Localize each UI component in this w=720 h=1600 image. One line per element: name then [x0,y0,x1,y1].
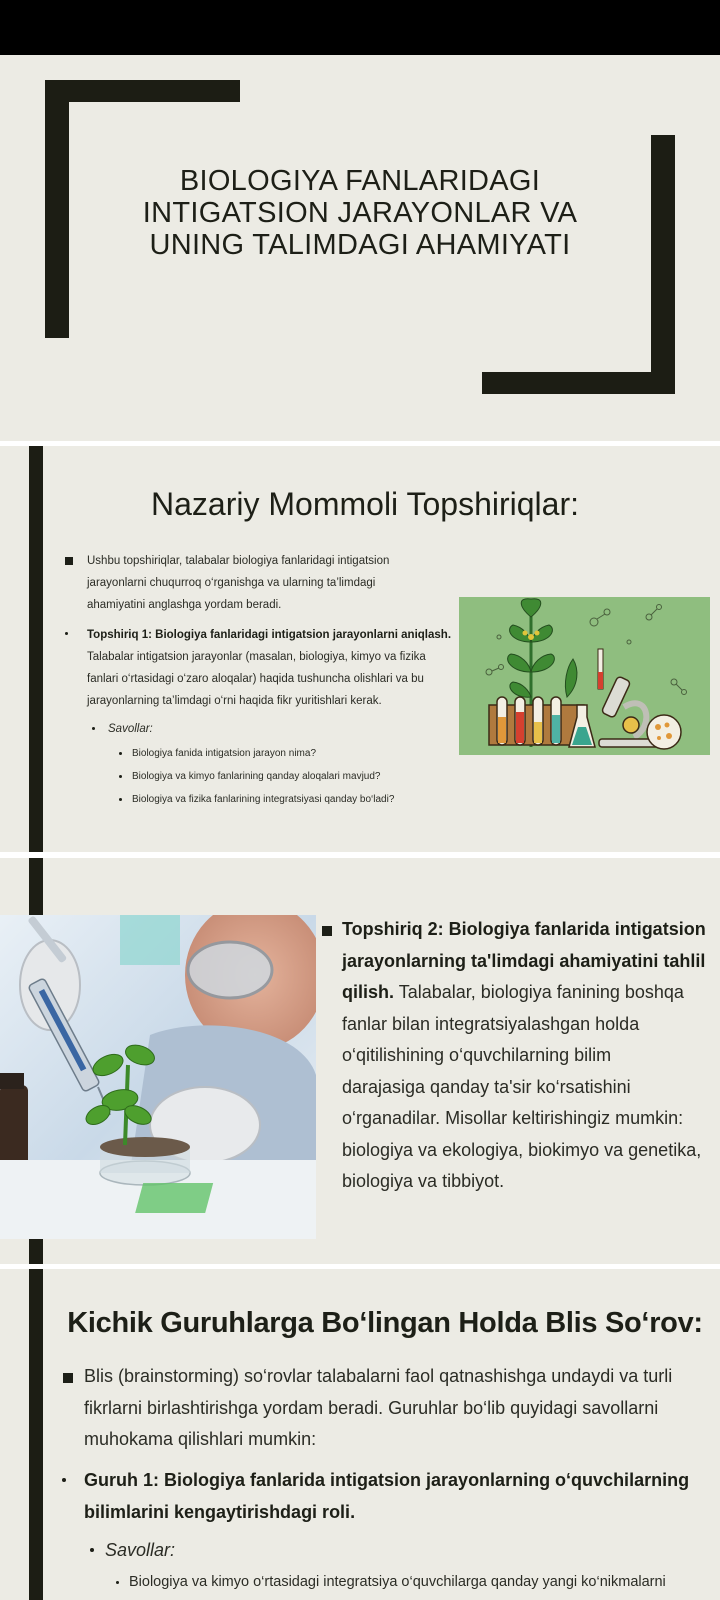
intro-line: ahamiyatini anglashga yordam beradi. [87,599,282,611]
title-line: INTIGATSION JARAYONLAR VA [142,197,578,229]
slide-1-title[interactable] [0,55,720,441]
slide-heading: Kichik Guruhlarga Bo‘lingan Holda Blis So‘rov: [67,1307,703,1339]
intro-line: jarayonlarni chuqurroq o‘rganishga va ularning ta’limdagi [87,577,376,589]
task-2-line: biologiya va tibbiyot. [342,1171,505,1191]
group-1-line: Guruh 1: Biologiya fanlarida intigatsion jarayonlarning o‘quvchilarning [84,1470,690,1490]
task-1-line: fanlari o‘rtasidagi o‘zaro aloqalar) haqida tushuncha olishlari va bu [87,673,424,685]
task-2-line: fanlar bilan integratsiyalashgan holda [342,1013,640,1034]
scientist-seedling-photo-icon [0,915,316,1239]
task-1-line: Talabalar intigatsion jarayonlar (masalan, biologiya, kimyo va fizika [87,651,426,663]
bullet-dot [116,1581,119,1584]
bracket-bottom-right-vertical [651,135,675,394]
question-item: Biologiya va kimyo fanlarining qanday aloqalari mavjud? [132,771,381,782]
lab-plant-illustration-icon [459,597,710,755]
task-2-line: o‘qitilishining o‘quvchilarning bilim [342,1045,612,1065]
accent-vertical-bar [29,446,43,852]
square-bullet [63,1373,73,1383]
presentation-title [120,165,600,261]
task-2-line: biologiya va ekologiya, biokimyo va genetika, [342,1139,702,1160]
square-bullet [322,926,332,936]
intro-paragraph [84,1361,714,1456]
bracket-top-left-vertical [45,80,69,338]
slide-2-theory-tasks[interactable] [0,446,720,852]
accent-vertical-bar [29,1269,43,1600]
bullet-dot [92,727,95,730]
group-1-line: bilimlarini kengaytirishdagi roli. [84,1501,356,1522]
bullet-dot [90,1548,94,1552]
questions-label: Savollar: [105,1540,176,1560]
bracket-bottom-right-horizontal [482,372,675,394]
intro-line: muhokama qilishlari mumkin: [84,1429,317,1449]
intro-line: fikrlarni birlashtirishga yordam beradi. Guruhlar bo‘lib quyidagi savollarni [84,1397,659,1418]
bracket-top-left-horizontal [45,80,240,102]
bullet-dot [62,1478,66,1482]
top-black-bar [0,0,720,55]
task-2-title-line: jarayonlarning ta'limdagi ahamiyatini tahlil [342,950,706,971]
task-2-title-line: Topshiriq 2: Biologiya fanlarida intigatsion [342,919,706,939]
slide-heading: Nazariy Mommoli Topshiriqlar: [151,486,579,522]
intro-line: Ushbu topshiriqlar, talabalar biologiya fanlaridagi intigatsion [87,555,390,567]
title-line: UNING TALIMDAGI AHAMIYATI [149,229,571,261]
task-1-line: jarayonlarning ta’limdagi o‘rni haqida fikr yuritishlari kerak. [87,695,382,707]
group-1-paragraph [84,1465,714,1528]
bullet-dot [119,775,122,778]
task-2-paragraph [342,914,712,1198]
square-bullet [65,557,73,565]
task-2-line: Talabalar, biologiya fanining boshqa [398,982,684,1002]
title-line: BIOLOGIYA FANLARIDAGI [179,165,541,197]
intro-line: Blis (brainstorming) so‘rovlar talabalarni faol qatnashishga undaydi va turli [84,1366,673,1386]
slide-4-blitz-survey[interactable] [0,1269,720,1600]
bullet-dot [119,798,122,801]
task-2-title-line: qilish. [342,982,395,1002]
question-item: Biologiya fanida intigatsion jarayon nima? [132,748,317,759]
task-2-line: o‘rganadilar. Misollar keltirishingiz mumkin: [342,1108,684,1128]
intro-paragraph [87,550,447,616]
questions-label: Savollar: [108,723,153,735]
bullet-dot [65,632,68,635]
bullet-dot [119,752,122,755]
task-2-line: darajasiga qanday ta'sir ko‘rsatishini [342,1076,631,1097]
question-item: Biologiya va fizika fanlarining integratsiyasi qanday bo‘ladi? [132,794,395,805]
question-item: Biologiya va kimyo o‘rtasidagi integratsiya o‘quvchilarga qanday yangi ko‘nikmalarni [129,1574,666,1590]
task-1-title: Topshiriq 1: Biologiya fanlaridagi intigatsion jarayonlarni aniqlash. [87,629,452,641]
task-1-paragraph [87,624,457,712]
slide-3-task-2[interactable] [0,858,720,1264]
